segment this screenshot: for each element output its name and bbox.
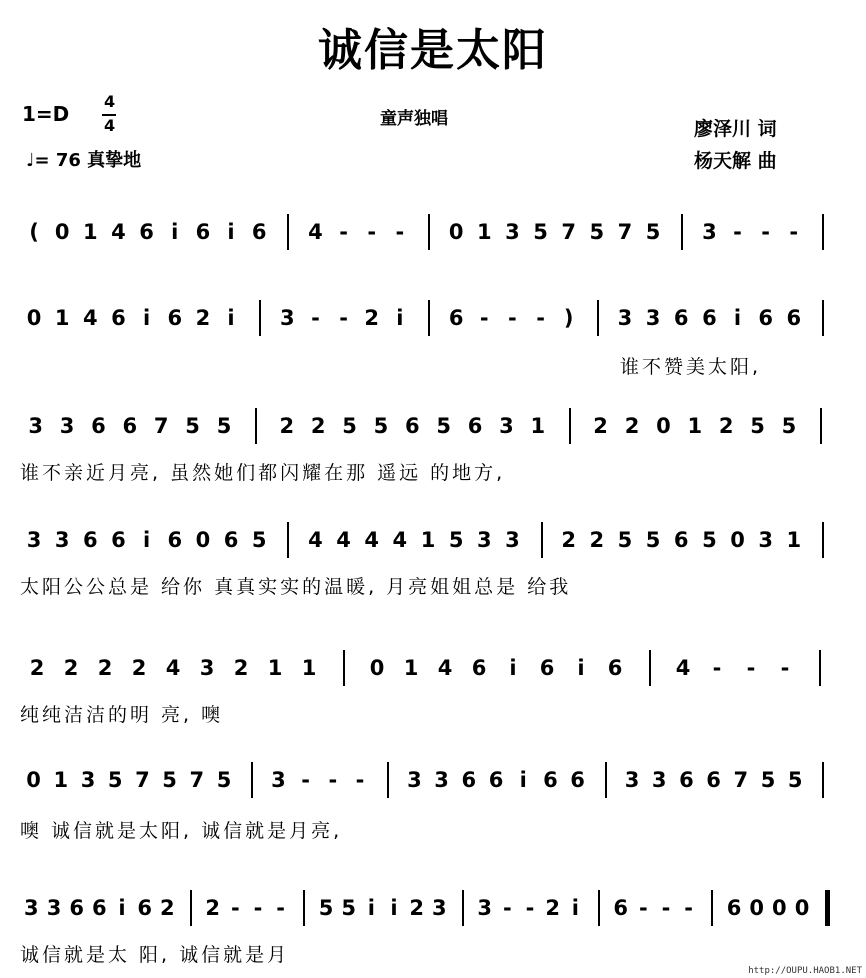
note: - (525, 896, 535, 920)
note: i (571, 896, 579, 920)
note: 6 (570, 768, 585, 792)
bar-line (259, 300, 261, 336)
bar-line (605, 762, 607, 798)
note: 6 (137, 896, 152, 920)
note: 5 (448, 528, 464, 552)
note: 7 (561, 220, 576, 244)
note: 2 (718, 414, 734, 438)
note: 6 (223, 528, 239, 552)
note: 1 (420, 528, 436, 552)
note: 5 (781, 414, 797, 438)
note: - (661, 896, 671, 920)
bar-line (343, 650, 345, 686)
note: 1 (786, 528, 802, 552)
note: 0 (448, 220, 464, 244)
note: 5 (318, 896, 334, 920)
note: 5 (216, 768, 232, 792)
note: i (577, 656, 585, 680)
note: i (367, 896, 375, 920)
bar-line (711, 890, 713, 926)
note: 2 (593, 414, 608, 438)
bar-line (597, 300, 599, 336)
note: - (712, 656, 722, 680)
note: - (638, 896, 648, 920)
note: - (746, 656, 756, 680)
note: i (509, 656, 517, 680)
bar-line (819, 650, 821, 686)
note: 3 (505, 220, 520, 244)
bar-line (387, 762, 389, 798)
note: 0 (772, 896, 787, 920)
lyric-line: 纯纯洁洁的明 亮, 噢 (20, 704, 224, 726)
note: 3 (617, 306, 633, 330)
note: - (339, 306, 348, 330)
note: - (367, 220, 377, 244)
note: 0 (794, 896, 810, 920)
note: 7 (189, 768, 205, 792)
bar-line (428, 300, 430, 336)
note: 1 (687, 414, 703, 438)
note: 4 (675, 656, 691, 680)
note: 2 (561, 528, 576, 552)
lyric-line: 诚信就是太 阳, 诚信就是月 (20, 944, 290, 966)
note: 6 (91, 414, 106, 438)
note: 3 (28, 414, 43, 438)
note: 2 (63, 656, 79, 680)
note: 2 (29, 656, 45, 680)
note: 3 (477, 896, 492, 920)
note: 6 (488, 768, 504, 792)
note: 7 (135, 768, 150, 792)
note: i (396, 306, 404, 330)
note: 3 (271, 768, 286, 792)
bar-line (251, 762, 253, 798)
note: 4 (364, 528, 380, 552)
bar-line (820, 408, 822, 444)
performance-note: 童声独唱 (380, 109, 448, 129)
note: 6 (673, 528, 689, 552)
bar-line (190, 890, 192, 926)
bar-line (822, 214, 824, 250)
note: 7 (733, 768, 749, 792)
note: 5 (533, 220, 548, 244)
note: 1 (301, 656, 317, 680)
key-signature: 1=D (22, 102, 70, 126)
bar-line (462, 890, 464, 926)
note: - (276, 896, 286, 920)
note: 3 (499, 414, 514, 438)
bar-line (303, 890, 305, 926)
note: 1 (53, 768, 69, 792)
note: 4 (392, 528, 408, 552)
note: - (230, 896, 240, 920)
note: 2 (195, 306, 211, 330)
note: 3 (26, 528, 42, 552)
lyric-line: 太阳公公总是 给你 真真实实的温暖, 月亮姐姐总是 给我 (20, 576, 572, 598)
note: 6 (786, 306, 802, 330)
note: 5 (645, 528, 661, 552)
note: 3 (624, 768, 640, 792)
note: 2 (545, 896, 560, 920)
note: 3 (199, 656, 215, 680)
note: 6 (167, 306, 183, 330)
note: - (780, 656, 790, 680)
note: 7 (153, 414, 169, 438)
note: 6 (122, 414, 138, 438)
note: 2 (279, 414, 295, 438)
note: 6 (461, 768, 477, 792)
note: 3 (24, 896, 39, 920)
note: - (789, 220, 799, 244)
note: 2 (160, 896, 175, 920)
note: 1 (83, 220, 98, 244)
note: 5 (251, 528, 267, 552)
note: 1 (54, 306, 70, 330)
note: i (390, 896, 398, 920)
bar-line (825, 890, 830, 926)
note: 6 (111, 528, 126, 552)
note: 3 (279, 306, 295, 330)
note: 4 (308, 528, 323, 552)
note: 2 (205, 896, 220, 920)
note: 6 (758, 306, 773, 330)
note: 5 (107, 768, 123, 792)
note: 2 (131, 656, 147, 680)
note: 2 (97, 656, 113, 680)
note: 5 (787, 768, 803, 792)
note: 3 (432, 896, 447, 920)
bar-line (287, 522, 289, 558)
note: - (733, 220, 742, 244)
lyric-line: 噢 诚信就是太阳, 诚信就是月亮, (20, 820, 343, 842)
bar-line (428, 214, 430, 250)
note: 2 (589, 528, 605, 552)
note: 1 (267, 656, 283, 680)
lyric-line: 谁不赞美太阳, (620, 356, 762, 378)
note: 3 (434, 768, 449, 792)
note: 3 (54, 528, 70, 552)
note: 6 (607, 656, 623, 680)
note: 6 (111, 306, 126, 330)
note: 7 (617, 220, 633, 244)
note: 6 (83, 528, 98, 552)
note: ( (29, 220, 39, 244)
note: 5 (216, 414, 232, 438)
note: 6 (251, 220, 267, 244)
note: 4 (308, 220, 323, 244)
note: 0 (26, 768, 41, 792)
note: 2 (233, 656, 249, 680)
note: 5 (373, 414, 389, 438)
note: 5 (341, 896, 356, 920)
bar-line (598, 890, 600, 926)
note: ) (563, 306, 574, 330)
note: 5 (617, 528, 633, 552)
note: 0 (26, 306, 42, 330)
note: - (508, 306, 517, 330)
note: i (118, 896, 126, 920)
bar-line (255, 408, 257, 444)
note: - (502, 896, 512, 920)
note: 1 (403, 656, 419, 680)
bar-line (822, 300, 824, 336)
note: 6 (613, 896, 628, 920)
note: - (328, 768, 338, 792)
note: 4 (437, 656, 453, 680)
note: 5 (645, 220, 661, 244)
note: 3 (46, 896, 62, 920)
note: 6 (92, 896, 107, 920)
note: 5 (702, 528, 717, 552)
note: - (339, 220, 348, 244)
note: 5 (162, 768, 177, 792)
note: 6 (543, 768, 558, 792)
note: 4 (111, 220, 126, 244)
note: 5 (436, 414, 451, 438)
note: i (519, 768, 527, 792)
note: 6 (139, 220, 154, 244)
note: 6 (467, 414, 483, 438)
note: - (684, 896, 694, 920)
bar-line (822, 762, 824, 798)
note: i (733, 306, 742, 330)
note: 2 (624, 414, 640, 438)
note: 5 (589, 220, 605, 244)
note: 6 (539, 656, 555, 680)
note: 3 (758, 528, 773, 552)
time-signature-denominator: 4 (104, 116, 116, 135)
note: 0 (749, 896, 764, 920)
note: 6 (404, 414, 420, 438)
note: 5 (750, 414, 765, 438)
bar-line (287, 214, 289, 250)
note: 3 (645, 306, 661, 330)
note: 6 (69, 896, 84, 920)
note: 3 (505, 528, 520, 552)
note: 4 (83, 306, 98, 330)
time-signature-numerator: 4 (104, 92, 116, 111)
note: 5 (342, 414, 357, 438)
bar-line (541, 522, 543, 558)
note: 3 (80, 768, 96, 792)
bar-line (822, 522, 824, 558)
note: 1 (530, 414, 546, 438)
note: 6 (673, 306, 689, 330)
note: - (301, 768, 310, 792)
note: 3 (651, 768, 667, 792)
note: 6 (195, 220, 211, 244)
note: 0 (369, 656, 385, 680)
composer-credit: 杨天解 曲 (694, 150, 777, 172)
lyric-line: 谁不亲近月亮, 虽然她们都闪耀在那 遥远 的地方, (20, 462, 506, 484)
note: 1 (476, 220, 492, 244)
note: 0 (730, 528, 745, 552)
note: 4 (165, 656, 181, 680)
note: 6 (679, 768, 694, 792)
note: i (143, 306, 151, 330)
note: 6 (167, 528, 183, 552)
bar-line (569, 408, 571, 444)
note: 3 (702, 220, 717, 244)
note: 0 (656, 414, 671, 438)
lyricist-credit: 廖泽川 词 (694, 118, 777, 140)
note: - (479, 306, 489, 330)
note: 6 (702, 306, 717, 330)
song-title: 诚信是太阳 (318, 25, 548, 76)
note: - (761, 220, 770, 244)
note: i (227, 306, 235, 330)
note: 2 (310, 414, 326, 438)
note: - (395, 220, 405, 244)
note: 3 (476, 528, 492, 552)
note: - (253, 896, 263, 920)
note: 3 (407, 768, 422, 792)
note: 3 (59, 414, 75, 438)
bar-line (681, 214, 683, 250)
note: 6 (726, 896, 742, 920)
bar-line (649, 650, 651, 686)
tempo-marking: ♩= 76 真挚地 (26, 150, 142, 171)
note: 5 (760, 768, 776, 792)
watermark-url: http://OUPU.HAOB1.NET (748, 966, 862, 976)
note: 6 (448, 306, 464, 330)
note: 2 (364, 306, 380, 330)
note: 6 (706, 768, 721, 792)
note: - (355, 768, 365, 792)
note: 6 (471, 656, 487, 680)
note: 5 (185, 414, 200, 438)
note: i (171, 220, 179, 244)
note: i (227, 220, 235, 244)
note: 2 (409, 896, 424, 920)
note: 0 (54, 220, 70, 244)
note: 4 (336, 528, 351, 552)
note: - (311, 306, 320, 330)
note: - (536, 306, 545, 330)
note: 0 (195, 528, 211, 552)
note: i (143, 528, 151, 552)
